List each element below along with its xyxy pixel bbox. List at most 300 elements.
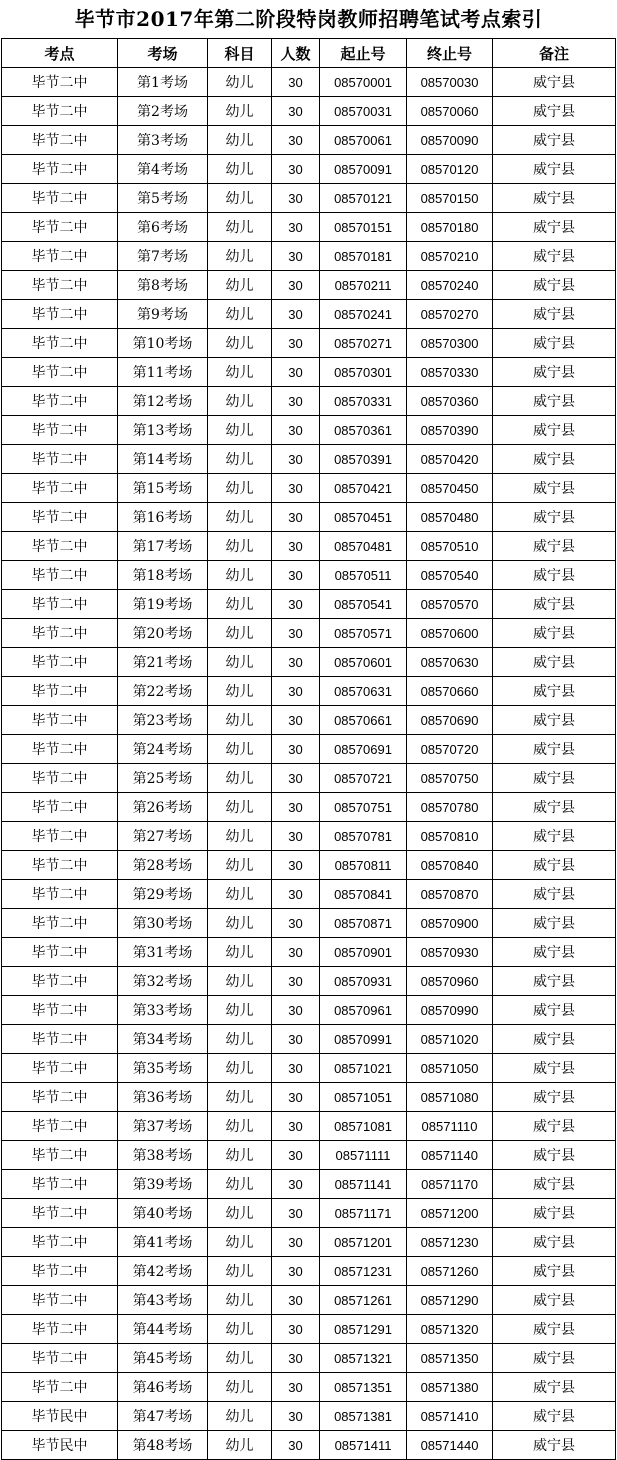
cell-start-number: 08570901 [320,938,407,967]
table-row [2,1199,616,1228]
cell-remark: 威宁县 [493,1431,616,1460]
cell-end-number: 08570750 [407,764,493,793]
cell-remark: 威宁县 [493,764,616,793]
cell-count: 30 [272,68,320,97]
cell-start-number: 08570631 [320,677,407,706]
cell-remark: 威宁县 [493,1257,616,1286]
cell-site: 毕节二中 [2,68,118,97]
cell-subject: 幼儿 [208,1083,272,1112]
cell-site: 毕节二中 [2,1083,118,1112]
cell-room: 第32考场 [118,967,208,996]
cell-subject: 幼儿 [208,1112,272,1141]
cell-site: 毕节二中 [2,1054,118,1083]
table-row [2,300,616,329]
cell-subject: 幼儿 [208,1431,272,1460]
cell-room: 第37考场 [118,1112,208,1141]
cell-room: 第35考场 [118,1054,208,1083]
cell-site: 毕节二中 [2,648,118,677]
cell-subject: 幼儿 [208,1402,272,1431]
cell-remark: 威宁县 [493,1286,616,1315]
cell-end-number: 08570480 [407,503,493,532]
cell-remark: 威宁县 [493,532,616,561]
cell-count: 30 [272,1402,320,1431]
cell-count: 30 [272,1083,320,1112]
table-row [2,996,616,1025]
cell-end-number: 08570570 [407,590,493,619]
cell-room: 第29考场 [118,880,208,909]
cell-remark: 威宁县 [493,909,616,938]
cell-subject: 幼儿 [208,358,272,387]
cell-room: 第30考场 [118,909,208,938]
cell-start-number: 08570241 [320,300,407,329]
cell-subject: 幼儿 [208,619,272,648]
cell-start-number: 08570451 [320,503,407,532]
cell-remark: 威宁县 [493,329,616,358]
cell-room: 第21考场 [118,648,208,677]
cell-end-number: 08570630 [407,648,493,677]
cell-end-number: 08570540 [407,561,493,590]
cell-end-number: 08570090 [407,126,493,155]
table-row [2,155,616,184]
cell-subject: 幼儿 [208,851,272,880]
cell-start-number: 08570871 [320,909,407,938]
cell-subject: 幼儿 [208,416,272,445]
cell-count: 30 [272,1170,320,1199]
cell-room: 第7考场 [118,242,208,271]
cell-remark: 威宁县 [493,503,616,532]
cell-start-number: 08571261 [320,1286,407,1315]
cell-end-number: 08571200 [407,1199,493,1228]
table-row [2,1431,616,1460]
cell-room: 第20考场 [118,619,208,648]
cell-subject: 幼儿 [208,677,272,706]
table-row [2,1402,616,1431]
cell-remark: 威宁县 [493,1112,616,1141]
cell-subject: 幼儿 [208,561,272,590]
cell-remark: 威宁县 [493,387,616,416]
cell-end-number: 08571320 [407,1315,493,1344]
cell-remark: 威宁县 [493,677,616,706]
cell-site: 毕节二中 [2,1228,118,1257]
cell-remark: 威宁县 [493,358,616,387]
table-row [2,938,616,967]
table-body [2,68,616,1460]
cell-site: 毕节二中 [2,1257,118,1286]
table-row [2,648,616,677]
cell-count: 30 [272,880,320,909]
cell-remark: 威宁县 [493,1141,616,1170]
cell-end-number: 08571140 [407,1141,493,1170]
cell-room: 第4考场 [118,155,208,184]
cell-remark: 威宁县 [493,938,616,967]
cell-count: 30 [272,851,320,880]
cell-room: 第8考场 [118,271,208,300]
table-row [2,822,616,851]
cell-count: 30 [272,1344,320,1373]
cell-end-number: 08570180 [407,213,493,242]
cell-site: 毕节二中 [2,677,118,706]
cell-subject: 幼儿 [208,126,272,155]
table-row [2,735,616,764]
cell-room: 第15考场 [118,474,208,503]
cell-room: 第11考场 [118,358,208,387]
cell-subject: 幼儿 [208,967,272,996]
cell-room: 第33考场 [118,996,208,1025]
table-row [2,387,616,416]
cell-end-number: 08570060 [407,97,493,126]
cell-subject: 幼儿 [208,1199,272,1228]
cell-start-number: 08570031 [320,97,407,126]
cell-start-number: 08571021 [320,1054,407,1083]
cell-site: 毕节二中 [2,880,118,909]
table-row [2,1257,616,1286]
cell-site: 毕节二中 [2,996,118,1025]
cell-count: 30 [272,387,320,416]
table-row [2,416,616,445]
cell-end-number: 08570120 [407,155,493,184]
cell-room: 第24考场 [118,735,208,764]
table-row [2,1170,616,1199]
cell-room: 第40考场 [118,1199,208,1228]
cell-remark: 威宁县 [493,561,616,590]
cell-room: 第3考场 [118,126,208,155]
table-row [2,706,616,735]
cell-start-number: 08570841 [320,880,407,909]
cell-site: 毕节二中 [2,851,118,880]
cell-start-number: 08570541 [320,590,407,619]
table-row [2,1083,616,1112]
cell-count: 30 [272,242,320,271]
cell-subject: 幼儿 [208,213,272,242]
cell-count: 30 [272,97,320,126]
cell-site: 毕节二中 [2,793,118,822]
cell-room: 第16考场 [118,503,208,532]
cell-count: 30 [272,155,320,184]
cell-end-number: 08570240 [407,271,493,300]
cell-site: 毕节二中 [2,735,118,764]
cell-start-number: 08571081 [320,1112,407,1141]
cell-room: 第19考场 [118,590,208,619]
cell-site: 毕节二中 [2,1170,118,1199]
table-row [2,213,616,242]
table-row [2,851,616,880]
table-row [2,1025,616,1054]
cell-remark: 威宁县 [493,213,616,242]
cell-room: 第5考场 [118,184,208,213]
cell-start-number: 08570571 [320,619,407,648]
cell-count: 30 [272,619,320,648]
cell-end-number: 08570450 [407,474,493,503]
cell-count: 30 [272,677,320,706]
cell-site: 毕节二中 [2,1112,118,1141]
cell-start-number: 08571321 [320,1344,407,1373]
cell-end-number: 08570690 [407,706,493,735]
table-row [2,590,616,619]
cell-end-number: 08571380 [407,1373,493,1402]
cell-room: 第2考场 [118,97,208,126]
cell-room: 第10考场 [118,329,208,358]
cell-room: 第44考场 [118,1315,208,1344]
cell-subject: 幼儿 [208,793,272,822]
cell-site: 毕节二中 [2,503,118,532]
cell-start-number: 08571171 [320,1199,407,1228]
cell-site: 毕节二中 [2,967,118,996]
cell-site: 毕节二中 [2,1141,118,1170]
cell-end-number: 08570330 [407,358,493,387]
cell-room: 第6考场 [118,213,208,242]
cell-end-number: 08570780 [407,793,493,822]
cell-count: 30 [272,1112,320,1141]
cell-count: 30 [272,1199,320,1228]
header-end-number: 终止号 [407,39,493,68]
cell-room: 第25考场 [118,764,208,793]
cell-subject: 幼儿 [208,155,272,184]
cell-subject: 幼儿 [208,1025,272,1054]
cell-site: 毕节二中 [2,271,118,300]
cell-end-number: 08571290 [407,1286,493,1315]
cell-site: 毕节民中 [2,1402,118,1431]
cell-start-number: 08570331 [320,387,407,416]
cell-site: 毕节二中 [2,1286,118,1315]
cell-site: 毕节二中 [2,706,118,735]
cell-start-number: 08571201 [320,1228,407,1257]
header-subject: 科目 [208,39,272,68]
cell-remark: 威宁县 [493,1344,616,1373]
cell-subject: 幼儿 [208,590,272,619]
cell-remark: 威宁县 [493,126,616,155]
table-row [2,358,616,387]
table-header-row [2,39,616,68]
cell-end-number: 08570420 [407,445,493,474]
table-row [2,184,616,213]
cell-remark: 威宁县 [493,416,616,445]
cell-count: 30 [272,909,320,938]
cell-site: 毕节二中 [2,938,118,967]
cell-subject: 幼儿 [208,996,272,1025]
cell-end-number: 08571410 [407,1402,493,1431]
table-row [2,126,616,155]
cell-site: 毕节二中 [2,300,118,329]
cell-site: 毕节二中 [2,909,118,938]
table-row [2,793,616,822]
table-row [2,1315,616,1344]
cell-room: 第42考场 [118,1257,208,1286]
cell-count: 30 [272,213,320,242]
cell-room: 第36考场 [118,1083,208,1112]
cell-start-number: 08570781 [320,822,407,851]
header-room: 考场 [118,39,208,68]
cell-room: 第47考场 [118,1402,208,1431]
cell-end-number: 08570870 [407,880,493,909]
cell-room: 第31考场 [118,938,208,967]
cell-count: 30 [272,1286,320,1315]
cell-end-number: 08570360 [407,387,493,416]
cell-start-number: 08571351 [320,1373,407,1402]
cell-start-number: 08570481 [320,532,407,561]
cell-end-number: 08570990 [407,996,493,1025]
cell-count: 30 [272,271,320,300]
cell-end-number: 08571170 [407,1170,493,1199]
cell-subject: 幼儿 [208,706,272,735]
cell-site: 毕节二中 [2,1025,118,1054]
cell-end-number: 08570660 [407,677,493,706]
header-count: 人数 [272,39,320,68]
cell-start-number: 08570211 [320,271,407,300]
cell-count: 30 [272,503,320,532]
cell-start-number: 08570181 [320,242,407,271]
cell-count: 30 [272,1054,320,1083]
table-row [2,445,616,474]
cell-remark: 威宁县 [493,619,616,648]
cell-start-number: 08570721 [320,764,407,793]
cell-site: 毕节二中 [2,126,118,155]
cell-end-number: 08571050 [407,1054,493,1083]
cell-count: 30 [272,822,320,851]
cell-count: 30 [272,1431,320,1460]
cell-room: 第28考场 [118,851,208,880]
cell-subject: 幼儿 [208,822,272,851]
cell-remark: 威宁县 [493,648,616,677]
cell-remark: 威宁县 [493,851,616,880]
cell-remark: 威宁县 [493,1315,616,1344]
cell-start-number: 08570601 [320,648,407,677]
cell-site: 毕节二中 [2,184,118,213]
cell-site: 毕节二中 [2,155,118,184]
table-row [2,1112,616,1141]
cell-subject: 幼儿 [208,764,272,793]
cell-subject: 幼儿 [208,532,272,561]
cell-site: 毕节二中 [2,822,118,851]
table-row [2,1286,616,1315]
cell-end-number: 08570510 [407,532,493,561]
cell-start-number: 08570691 [320,735,407,764]
cell-end-number: 08571260 [407,1257,493,1286]
cell-site: 毕节二中 [2,590,118,619]
cell-start-number: 08570931 [320,967,407,996]
cell-remark: 威宁县 [493,1083,616,1112]
cell-room: 第34考场 [118,1025,208,1054]
cell-room: 第26考场 [118,793,208,822]
cell-count: 30 [272,735,320,764]
table-row [2,97,616,126]
cell-count: 30 [272,416,320,445]
cell-remark: 威宁县 [493,242,616,271]
cell-remark: 威宁县 [493,590,616,619]
cell-start-number: 08570961 [320,996,407,1025]
cell-end-number: 08570960 [407,967,493,996]
cell-room: 第46考场 [118,1373,208,1402]
cell-subject: 幼儿 [208,503,272,532]
cell-end-number: 08570810 [407,822,493,851]
cell-room: 第45考场 [118,1344,208,1373]
cell-room: 第39考场 [118,1170,208,1199]
table-row [2,271,616,300]
cell-site: 毕节二中 [2,97,118,126]
cell-site: 毕节二中 [2,1344,118,1373]
cell-start-number: 08570361 [320,416,407,445]
cell-subject: 幼儿 [208,909,272,938]
cell-subject: 幼儿 [208,1373,272,1402]
cell-room: 第22考场 [118,677,208,706]
cell-start-number: 08571141 [320,1170,407,1199]
table-row [2,532,616,561]
cell-end-number: 08571080 [407,1083,493,1112]
cell-subject: 幼儿 [208,271,272,300]
cell-remark: 威宁县 [493,1402,616,1431]
cell-remark: 威宁县 [493,445,616,474]
cell-start-number: 08570301 [320,358,407,387]
cell-end-number: 08570900 [407,909,493,938]
cell-start-number: 08570091 [320,155,407,184]
cell-count: 30 [272,1373,320,1402]
cell-end-number: 08571230 [407,1228,493,1257]
cell-count: 30 [272,967,320,996]
table-row [2,474,616,503]
cell-site: 毕节二中 [2,416,118,445]
cell-remark: 威宁县 [493,706,616,735]
cell-count: 30 [272,445,320,474]
cell-count: 30 [272,590,320,619]
cell-remark: 威宁县 [493,967,616,996]
cell-remark: 威宁县 [493,735,616,764]
cell-remark: 威宁县 [493,68,616,97]
cell-subject: 幼儿 [208,1286,272,1315]
cell-subject: 幼儿 [208,474,272,503]
cell-room: 第1考场 [118,68,208,97]
cell-count: 30 [272,126,320,155]
header-start-number: 起止号 [320,39,407,68]
cell-end-number: 08571110 [407,1112,493,1141]
cell-count: 30 [272,358,320,387]
cell-subject: 幼儿 [208,68,272,97]
cell-site: 毕节二中 [2,619,118,648]
cell-start-number: 08571381 [320,1402,407,1431]
cell-start-number: 08571411 [320,1431,407,1460]
cell-room: 第9考场 [118,300,208,329]
cell-subject: 幼儿 [208,300,272,329]
cell-room: 第23考场 [118,706,208,735]
table-row [2,1141,616,1170]
cell-site: 毕节民中 [2,1431,118,1460]
cell-start-number: 08570391 [320,445,407,474]
table-row [2,909,616,938]
table-row [2,880,616,909]
cell-room: 第48考场 [118,1431,208,1460]
cell-count: 30 [272,1025,320,1054]
table-row [2,242,616,271]
cell-remark: 威宁县 [493,880,616,909]
cell-end-number: 08570390 [407,416,493,445]
cell-remark: 威宁县 [493,1054,616,1083]
cell-count: 30 [272,561,320,590]
cell-remark: 威宁县 [493,1199,616,1228]
cell-subject: 幼儿 [208,184,272,213]
cell-start-number: 08570991 [320,1025,407,1054]
cell-remark: 威宁县 [493,97,616,126]
cell-start-number: 08571291 [320,1315,407,1344]
cell-end-number: 08571020 [407,1025,493,1054]
cell-subject: 幼儿 [208,329,272,358]
cell-start-number: 08570511 [320,561,407,590]
table-row [2,1344,616,1373]
cell-end-number: 08570300 [407,329,493,358]
exam-site-table [1,38,616,1460]
table-row [2,677,616,706]
cell-remark: 威宁县 [493,793,616,822]
cell-count: 30 [272,764,320,793]
cell-start-number: 08570121 [320,184,407,213]
cell-subject: 幼儿 [208,1170,272,1199]
